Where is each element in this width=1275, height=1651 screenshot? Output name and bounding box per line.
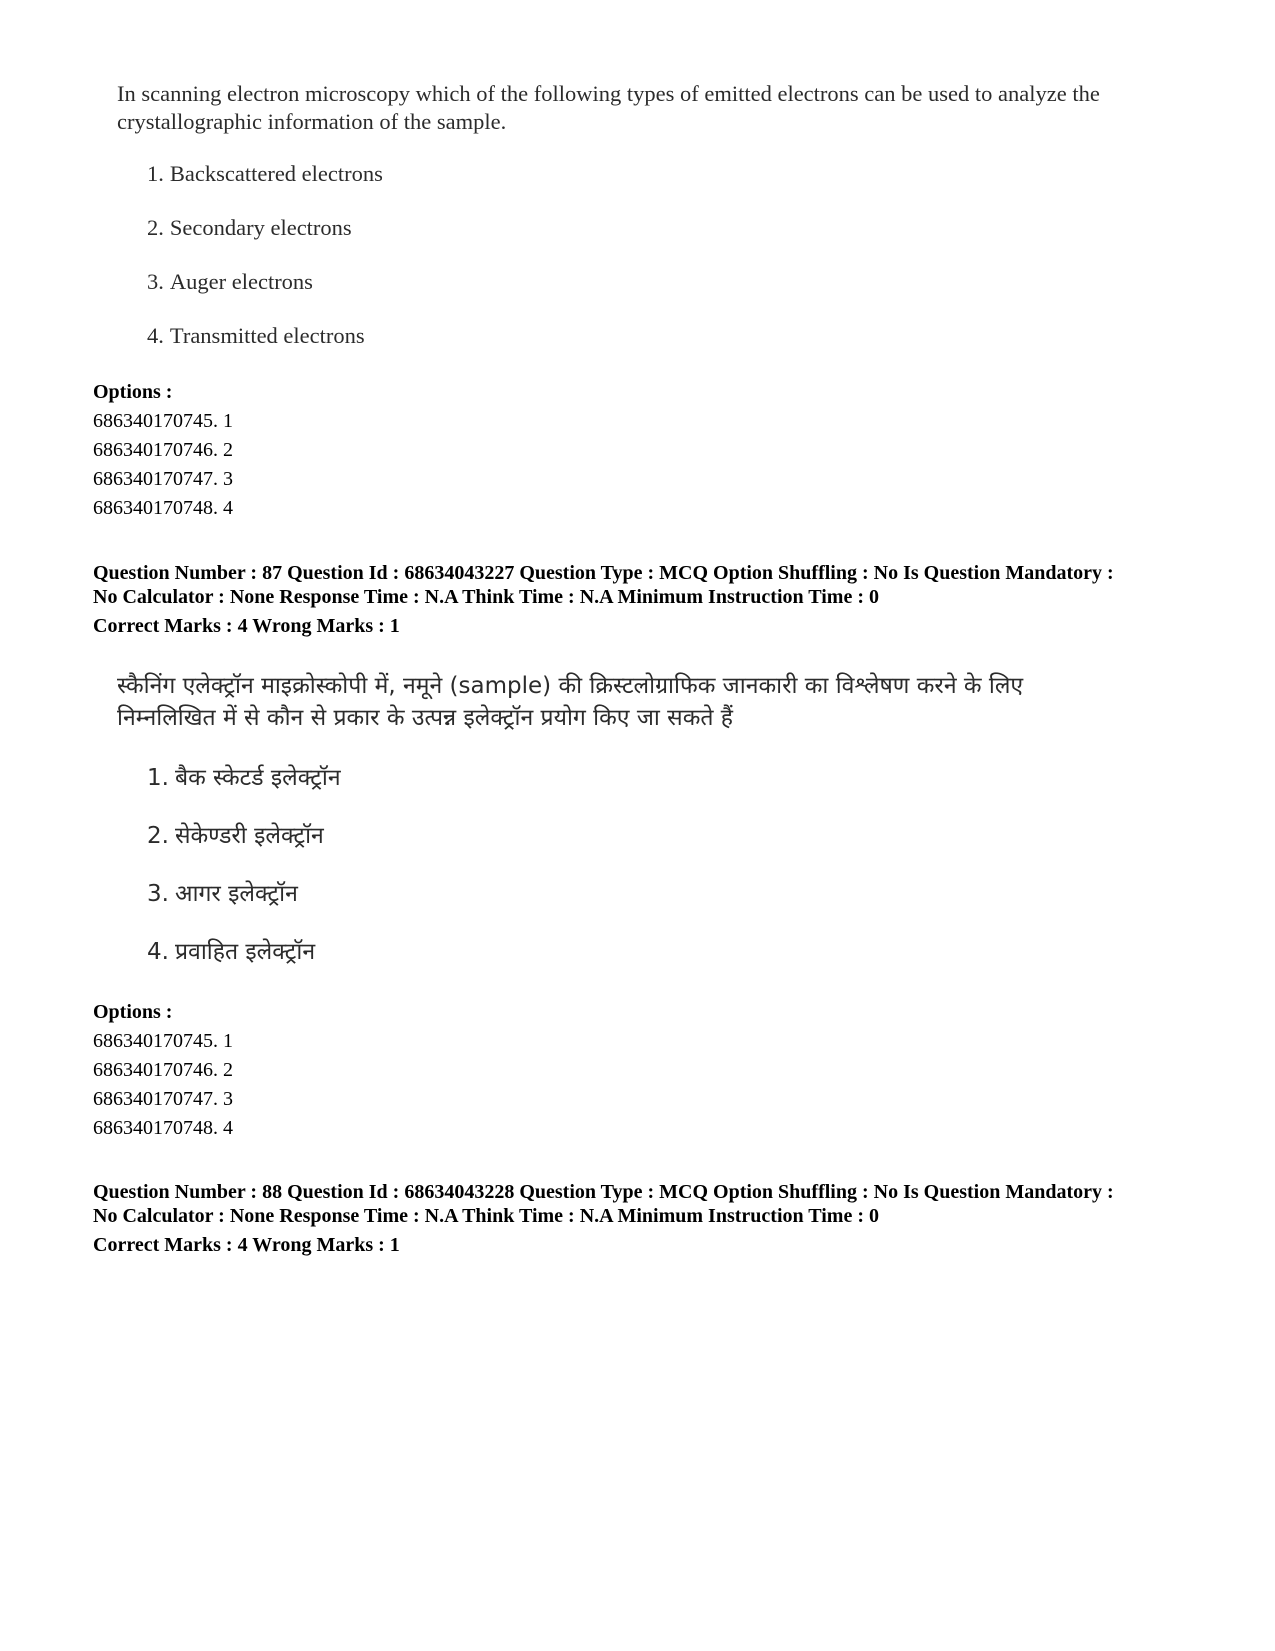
choice-number: 3. <box>147 881 169 907</box>
choice-number: 2. <box>147 823 169 849</box>
option-line: 686340170747. 3 <box>93 1088 233 1110</box>
question-text-hi-line2: निम्नलिखित में से कौन से प्रकार के उत्पन्न इलेक्ट्रॉन प्रयोग किए जा सकते हैं <box>117 705 733 731</box>
choice-number: 1. <box>147 765 169 791</box>
choice-number: 4. <box>147 323 164 348</box>
choice-number: 3. <box>147 269 164 294</box>
question-meta-line: Question Number : 88 Question Id : 68634043228 Question Type : MCQ Option Shuffling : No Is Question Mandatory : <box>93 1181 1114 1203</box>
options-block <box>93 998 233 1143</box>
choice-list-hi <box>147 762 1177 994</box>
choice-text: प्रवाहित इलेक्ट्रॉन <box>174 939 316 965</box>
question-meta-line: No Calculator : None Response Time : N.A Think Time : N.A Minimum Instruction Time : 0 <box>93 1205 879 1227</box>
choice-number: 1. <box>147 161 164 186</box>
option-line: 686340170745. 1 <box>93 1030 233 1052</box>
question-en-block <box>117 80 1177 376</box>
option-line: 686340170746. 2 <box>93 439 233 461</box>
option-line: 686340170747. 3 <box>93 468 233 490</box>
choice-text: Transmitted electrons <box>169 323 365 348</box>
choice-text: बैक स्केटर्ड इलेक्ट्रॉन <box>174 765 341 791</box>
option-line: 686340170745. 1 <box>93 410 233 432</box>
question-marks: Correct Marks : 4 Wrong Marks : 1 <box>93 1234 400 1256</box>
choice-text: सेकेण्डरी इलेक्ट्रॉन <box>174 823 324 849</box>
choice-item <box>147 936 1177 994</box>
question-meta-88 <box>93 1180 1243 1257</box>
question-text-hi-line1: स्कैनिंग एलेक्ट्रॉन माइक्रोस्कोपी में, नमूने (sample) की क्रिस्टलोग्राफिक जानकारी का विश्लेषण करने के लिए <box>117 673 1024 699</box>
question-text-en: In scanning electron microscopy which of the following types of emitted electrons can be used to analyze the crystallographic information of the sample. <box>117 81 1100 134</box>
options-title: Options : <box>93 1001 173 1023</box>
choice-item <box>147 214 1177 268</box>
choice-item <box>147 322 1177 376</box>
choice-text: आगर इलेक्ट्रॉन <box>174 881 298 907</box>
choice-item <box>147 268 1177 322</box>
choice-item <box>147 820 1177 878</box>
question-meta-line: No Calculator : None Response Time : N.A Think Time : N.A Minimum Instruction Time : 0 <box>93 586 879 608</box>
question-meta-87 <box>93 561 1243 638</box>
question-hi-block <box>117 670 1177 994</box>
choice-item <box>147 160 1177 214</box>
choice-text: Backscattered electrons <box>169 161 383 186</box>
question-marks: Correct Marks : 4 Wrong Marks : 1 <box>93 615 400 637</box>
options-title: Options : <box>93 381 173 403</box>
choice-list-en <box>147 160 1177 376</box>
option-line: 686340170748. 4 <box>93 497 233 519</box>
choice-item <box>147 762 1177 820</box>
choice-number: 2. <box>147 215 164 240</box>
choice-number: 4. <box>147 939 169 965</box>
question-meta-line: Question Number : 87 Question Id : 68634043227 Question Type : MCQ Option Shuffling : No Is Question Mandatory : <box>93 562 1114 584</box>
choice-text: Auger electrons <box>169 269 313 294</box>
option-line: 686340170746. 2 <box>93 1059 233 1081</box>
choice-item <box>147 878 1177 936</box>
option-line: 686340170748. 4 <box>93 1117 233 1139</box>
options-block <box>93 378 233 523</box>
choice-text: Secondary electrons <box>169 215 352 240</box>
